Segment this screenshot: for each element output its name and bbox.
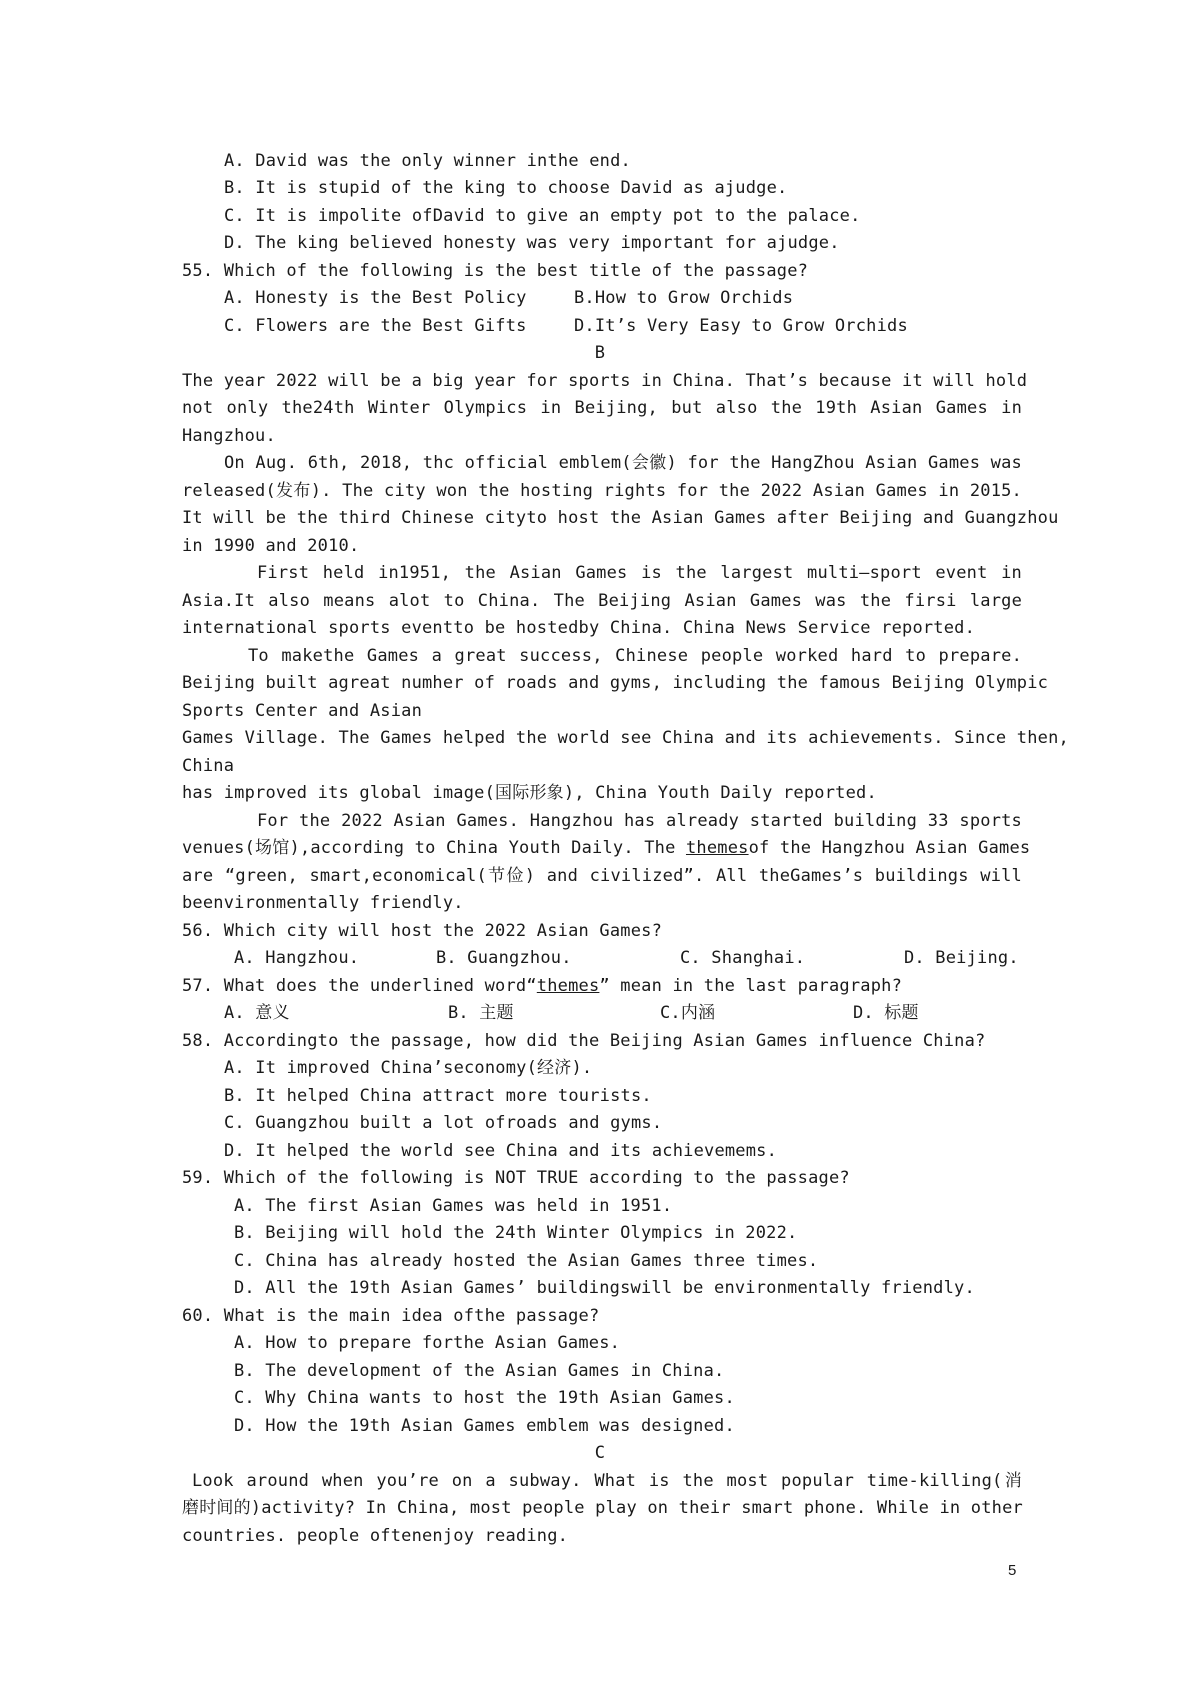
q57-stem-text: 57. What does the underlined word“ (182, 976, 537, 996)
q54-option-b: B. It is stupid of the king to choose David as ajudge. (224, 178, 788, 198)
q55-option-b: B.How to Grow Orchids (574, 288, 794, 308)
passage-b-line: Sports Center and Asian (182, 701, 423, 721)
q56-option-a: A. Hangzhou. (234, 948, 360, 968)
passage-b-line: It will be the third Chinese cityto host the Asian Games after Beijing and Guangzhou (182, 508, 1059, 528)
passage-b-line: has improved its global image(国际形象), China Youth Daily reported. (182, 783, 877, 803)
passage-b-line: released(发布). The city won the hosting rights for the 2022 Asian Games in 2015. (182, 481, 1022, 501)
passage-b-line: To makethe Games a great success, Chinese people worked hard to prepare. (248, 646, 1022, 666)
q58-option-b: B. It helped China attract more tourists. (224, 1086, 652, 1106)
q54-option-d: D. The king believed honesty was very important for ajudge. (224, 233, 840, 253)
q57-option-a: A. 意义 (224, 1003, 290, 1023)
passage-b-line (182, 837, 1030, 859)
q59-option-b: B. Beijing will hold the 24th Winter Olympics in 2022. (234, 1223, 798, 1243)
q60-option-c: C. Why China wants to host the 19th Asian Games. (234, 1388, 735, 1408)
passage-b-line: are “green, smart,economical(节俭) and civilized”. All theGames’s buildings will (182, 866, 1022, 886)
q54-option-a: A. David was the only winner inthe end. (224, 151, 631, 171)
passage-b-line: beenvironmentally friendly. (182, 893, 464, 913)
passage-b-line: First held in1951, the Asian Games is the largest multi—sport event in (257, 563, 1022, 583)
passage-b-line: On Aug. 6th, 2018, thc official emblem(会徽) for the HangZhou Asian Games was (224, 453, 1022, 473)
passage-b-text: of the Hangzhou Asian Games (748, 838, 1031, 858)
passage-b-line: The year 2022 will be a big year for sports in China. That’s because it will hold (182, 371, 1028, 391)
page-number: 5 (1008, 1562, 1017, 1579)
passage-c-line: Look around when you’re on a subway. What is the most popular time-killing(消 (192, 1471, 1022, 1491)
passage-b-line: Asia.It also means alot to China. The Beijing Asian Games was the firsi large (182, 591, 1022, 611)
q60-option-a: A. How to prepare forthe Asian Games. (234, 1333, 621, 1353)
passage-b-line: not only the24th Winter Olympics in Beijing, but also the 19th Asian Games in (182, 398, 1022, 418)
passage-b-line: Games Village. The Games helped the world see China and its achievements. Since then, (182, 728, 1069, 748)
q58-option-c: C. Guangzhou built a lot ofroads and gyms. (224, 1113, 663, 1133)
passage-b-line: China (182, 756, 235, 776)
underlined-word-themes: themes (685, 838, 749, 858)
q57-underlined-word: themes (536, 976, 600, 996)
q57-stem-text: ” mean in the last paragraph? (599, 976, 903, 996)
q56-stem: 56. Which city will host the 2022 Asian Games? (182, 921, 663, 941)
q55-stem: 55. Which of the following is the best title of the passage? (182, 261, 809, 281)
q58-option-d: D. It helped the world see China and its achievemems. (224, 1141, 778, 1161)
q55-option-a: A. Honesty is the Best Policy (224, 288, 527, 308)
passage-c-line: countries. people oftenenjoy reading. (182, 1526, 569, 1546)
q54-option-c: C. It is impolite ofDavid to give an empty pot to the palace. (224, 206, 861, 226)
q57-option-c: C.内涵 (660, 1003, 716, 1023)
q59-option-d: D. All the 19th Asian Games’ buildingswill be environmentally friendly. (234, 1278, 975, 1298)
passage-b-line: For the 2022 Asian Games. Hangzhou has already started building 33 sports (257, 811, 1022, 831)
section-c-heading: C (594, 1443, 606, 1463)
q56-option-d: D. Beijing. (904, 948, 1019, 968)
q59-option-a: A. The first Asian Games was held in 1951. (234, 1196, 673, 1216)
q55-option-d: D.It’s Very Easy to Grow Orchids (574, 316, 908, 336)
passage-b-line: international sports eventto be hostedby China. China News Service reported. (182, 618, 976, 638)
q60-option-d: D. How the 19th Asian Games emblem was designed. (234, 1416, 735, 1436)
q57-option-d: D. 标题 (853, 1003, 919, 1023)
passage-b-text: venues(场馆),according to China Youth Daily. The (182, 838, 686, 858)
passage-b-line: in 1990 and 2010. (182, 536, 360, 556)
section-b-heading: B (594, 343, 606, 363)
passage-b-line: Hangzhou. (182, 426, 276, 446)
q60-stem: 60. What is the main idea ofthe passage? (182, 1306, 600, 1326)
q58-option-a: A. It improved China’seconomy(经济). (224, 1058, 593, 1078)
passage-b-line: Beijing built agreat numher of roads and gyms, including the famous Beijing Olympic (182, 673, 1049, 693)
q59-option-c: C. China has already hosted the Asian Games three times. (234, 1251, 819, 1271)
q55-option-c: C. Flowers are the Best Gifts (224, 316, 527, 336)
q58-stem: 58. Accordingto the passage, how did the Beijing Asian Games influence China? (182, 1031, 986, 1051)
q57-stem (182, 975, 902, 997)
q57-option-b: B. 主题 (448, 1003, 514, 1023)
q60-option-b: B. The development of the Asian Games in China. (234, 1361, 725, 1381)
q56-option-c: C. Shanghai. (680, 948, 806, 968)
q56-option-b: B. Guangzhou. (436, 948, 572, 968)
passage-c-line: 磨时间的)activity? In China, most people play on their smart phone. While in other (182, 1498, 1023, 1518)
q59-stem: 59. Which of the following is NOT TRUE according to the passage? (182, 1168, 850, 1188)
